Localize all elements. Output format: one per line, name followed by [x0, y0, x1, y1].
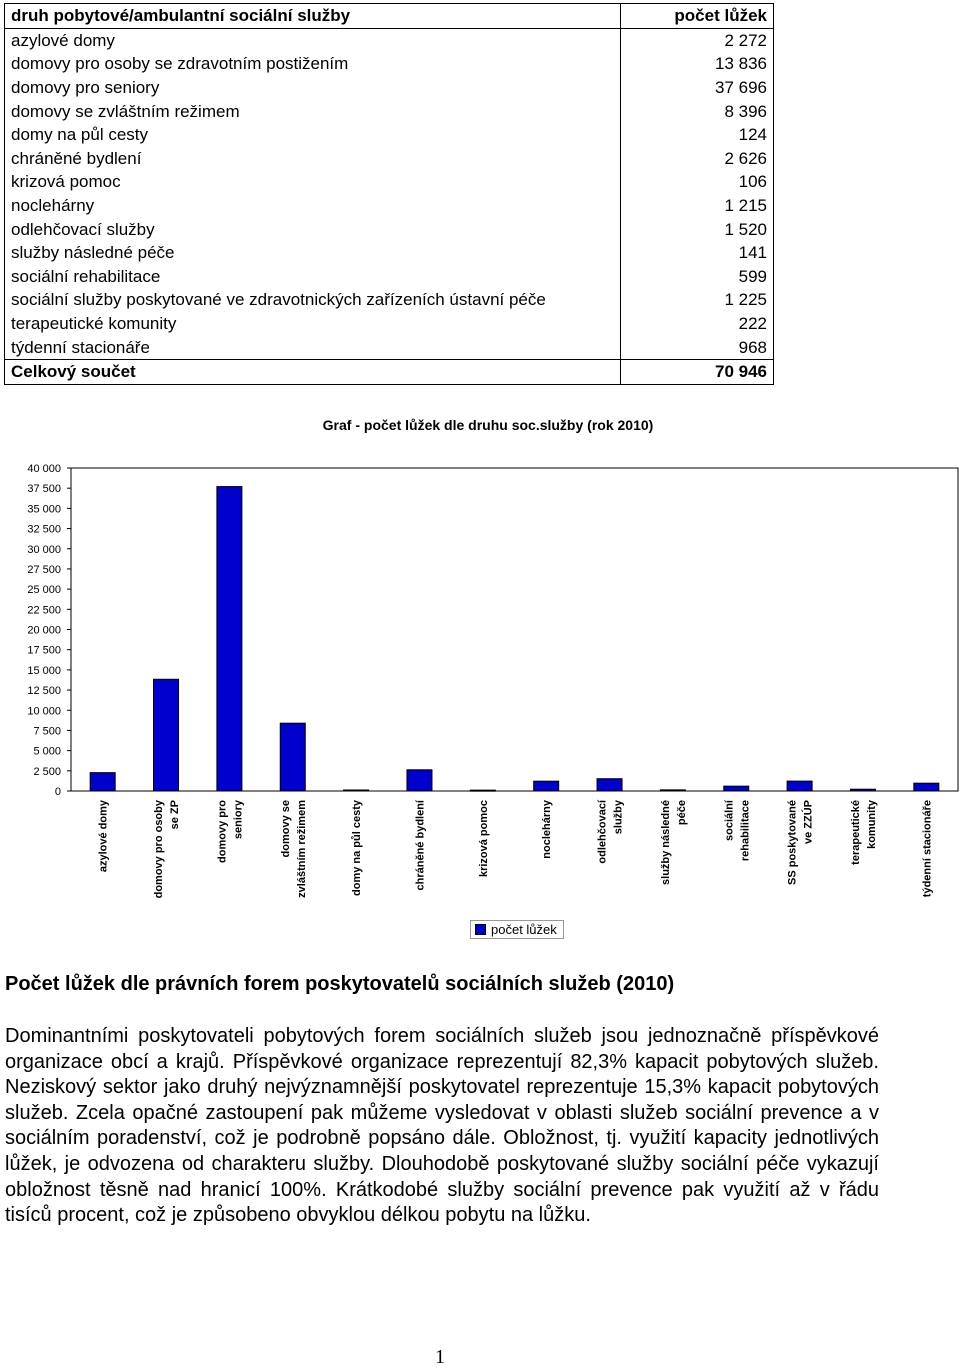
y-tick-label: 40 000 [27, 463, 61, 475]
legend-swatch [475, 924, 486, 935]
y-tick-label: 22 500 [27, 604, 61, 617]
y-tick-label: 27 500 [27, 563, 61, 576]
x-tick-label [478, 800, 490, 877]
y-tick-label: 12 500 [27, 685, 61, 698]
bar [787, 781, 812, 791]
cell-label: chráněné bydlení [5, 147, 621, 171]
cell-value: 1 520 [621, 217, 774, 241]
x-tick-label-line: terapeutické [849, 800, 862, 865]
y-tick-label: 15 000 [27, 664, 61, 677]
x-tick-label-line: chráněné bydlení [414, 800, 427, 891]
cell-value: 2 272 [621, 28, 774, 52]
bar [470, 790, 495, 791]
table-body [5, 4, 774, 385]
plot-area [71, 468, 958, 791]
x-tick-label-line: SS poskytované [786, 800, 799, 885]
cell-value: 70 946 [621, 359, 774, 384]
x-tick-label [414, 799, 426, 890]
x-tick-label [921, 800, 933, 897]
x-tick-label-line: se ZP [169, 800, 182, 830]
x-tick-label-line: noclehárny [541, 800, 554, 859]
table-row [5, 28, 774, 52]
x-tick-label [216, 799, 244, 863]
cell-value: 37 696 [621, 76, 774, 100]
y-tick-label: 35 000 [27, 503, 61, 516]
x-tick-label [850, 799, 878, 865]
cell-label: krizová pomoc [5, 170, 621, 194]
x-tick-label-line: domy na půl cesty [351, 800, 364, 896]
x-tick-label [660, 800, 688, 885]
bar-chart [0, 455, 960, 915]
table-row [5, 147, 774, 171]
chart-legend [470, 920, 564, 939]
section-heading: Počet lůžek dle právních forem poskytovatelů sociálních služeb (2010) [5, 973, 675, 995]
x-tick-label-line: ve ZZÚP [802, 800, 815, 845]
x-tick-label-line: zvláštním režimem [295, 800, 308, 898]
y-tick-label: 0 [54, 786, 61, 798]
table-row [5, 217, 774, 241]
table-row [5, 312, 774, 336]
x-tick-label-line: komunity [865, 800, 878, 849]
y-tick-label: 7 500 [33, 725, 61, 738]
x-tick-label-line: domovy pro [216, 800, 229, 863]
x-tick-label-line: azylové domy [97, 800, 110, 873]
y-tick-label: 37 500 [27, 483, 61, 496]
cell-label: noclehárny [5, 194, 621, 218]
beds-table [4, 3, 774, 385]
x-tick-label-line: péče [675, 800, 688, 826]
table-row [5, 335, 774, 359]
cell-value: 599 [621, 265, 774, 289]
x-tick-label-line: domovy se [279, 800, 292, 858]
y-tick-label: 10 000 [27, 705, 61, 718]
cell-value: 1 215 [621, 194, 774, 218]
x-tick-label-line: krizová pomoc [477, 800, 490, 878]
x-tick-label-line: odlehčovací [596, 800, 609, 864]
x-tick-label-line: služby následné [659, 800, 672, 885]
cell-label: týdenní stacionáře [5, 335, 621, 359]
bar [344, 790, 369, 791]
y-tick-label: 32 500 [27, 523, 61, 536]
table-row [5, 241, 774, 265]
cell-label: druh pobytové/ambulantní sociální služby [5, 4, 621, 29]
cell-label: odlehčovací služby [5, 217, 621, 241]
cell-value: 124 [621, 123, 774, 147]
x-tick-label-line: týdenní stacionáře [921, 800, 934, 898]
x-tick-label [541, 799, 553, 859]
cell-value: počet lůžek [621, 4, 774, 29]
y-tick-label: 17 500 [27, 644, 61, 657]
cell-value: 106 [621, 170, 774, 194]
table-header-row [5, 4, 774, 29]
table-row [5, 99, 774, 123]
x-tick-label-line: rehabilitace [739, 800, 752, 862]
x-tick-label-line: sociální [723, 800, 736, 841]
x-tick-label [787, 800, 815, 885]
table-row [5, 76, 774, 100]
x-tick-label-line: domovy pro osoby [153, 800, 166, 899]
bar [597, 779, 622, 791]
cell-label: domy na půl cesty [5, 123, 621, 147]
cell-value: 141 [621, 241, 774, 265]
table-row [5, 52, 774, 76]
chart-title: Graf - počet lůžek dle druhu soc.služby (rok 2010) [322, 417, 654, 433]
cell-value: 968 [621, 335, 774, 359]
x-tick-label [351, 799, 363, 896]
bar [154, 679, 179, 791]
bar [660, 790, 685, 791]
bar [407, 770, 432, 791]
x-tick-label-line: služby [612, 800, 625, 835]
y-tick-label: 30 000 [27, 543, 61, 556]
bar [534, 781, 559, 791]
table-total-row [5, 359, 774, 384]
page-number: 1 [435, 1346, 445, 1368]
x-tick-label [98, 799, 110, 872]
cell-label: Celkový součet [5, 359, 621, 384]
cell-label: domovy pro seniory [5, 76, 621, 100]
cell-value: 13 836 [621, 52, 774, 76]
cell-label: azylové domy [5, 28, 621, 52]
x-tick-label [723, 799, 751, 861]
bar [850, 789, 875, 791]
body-paragraph: Dominantními poskytovateli pobytových forem sociálních služeb jsou jednoznačně příspěvkové organizace obcí a krajů. Příspěvkové organizace reprezentují 82,3% kapacit pobytových služeb. Neziskový sektor jako druhý nejvýznamnější poskytovatel reprezentuje 15,3% kapacit pobytových služeb. Zcela opačné zastoupení pak můžeme vysledovat v oblasti služeb sociální prevence a v sociálním poradenství, což je podrobně popsáno dále. Obložnost, tj. využití kapacity jednotlivých lůžek, je odvozena od charakteru služby. Dlouhodobě poskytované služby sociální péče vykazují obložnost těsně nad hranicí 100%. Krátkodobé služby sociální prevence pak využití až v řádu tisíců procent, což je způsobeno obvyklou délkou pobytu na lůžku. [5, 1025, 879, 1227]
legend-label: počet lůžek [491, 922, 557, 937]
bar [217, 487, 242, 791]
table-row [5, 123, 774, 147]
cell-value: 1 225 [621, 288, 774, 312]
y-tick-label: 25 000 [27, 584, 61, 597]
table-row [5, 288, 774, 312]
table-row [5, 265, 774, 289]
cell-value: 2 626 [621, 147, 774, 171]
cell-value: 8 396 [621, 99, 774, 123]
bar [914, 783, 939, 791]
cell-label: sociální služby poskytované ve zdravotnických zařízeních ústavní péče [5, 288, 621, 312]
cell-label: domovy se zvláštním režimem [5, 99, 621, 123]
y-tick-label: 2 500 [33, 765, 61, 778]
cell-label: sociální rehabilitace [5, 265, 621, 289]
cell-label: terapeutické komunity [5, 312, 621, 336]
bar [724, 786, 749, 791]
table-row [5, 170, 774, 194]
bar [280, 723, 305, 791]
y-tick-label: 5 000 [33, 745, 61, 758]
cell-value: 222 [621, 312, 774, 336]
x-tick-label-line: seniory [232, 800, 245, 840]
x-tick-label [153, 799, 181, 898]
y-tick-label: 20 000 [27, 624, 61, 637]
cell-label: domovy pro osoby se zdravotním postižením [5, 52, 621, 76]
table-row [5, 194, 774, 218]
x-tick-label [597, 799, 625, 864]
bar [90, 773, 115, 791]
cell-label: služby následné péče [5, 241, 621, 265]
x-tick-label [280, 800, 308, 898]
